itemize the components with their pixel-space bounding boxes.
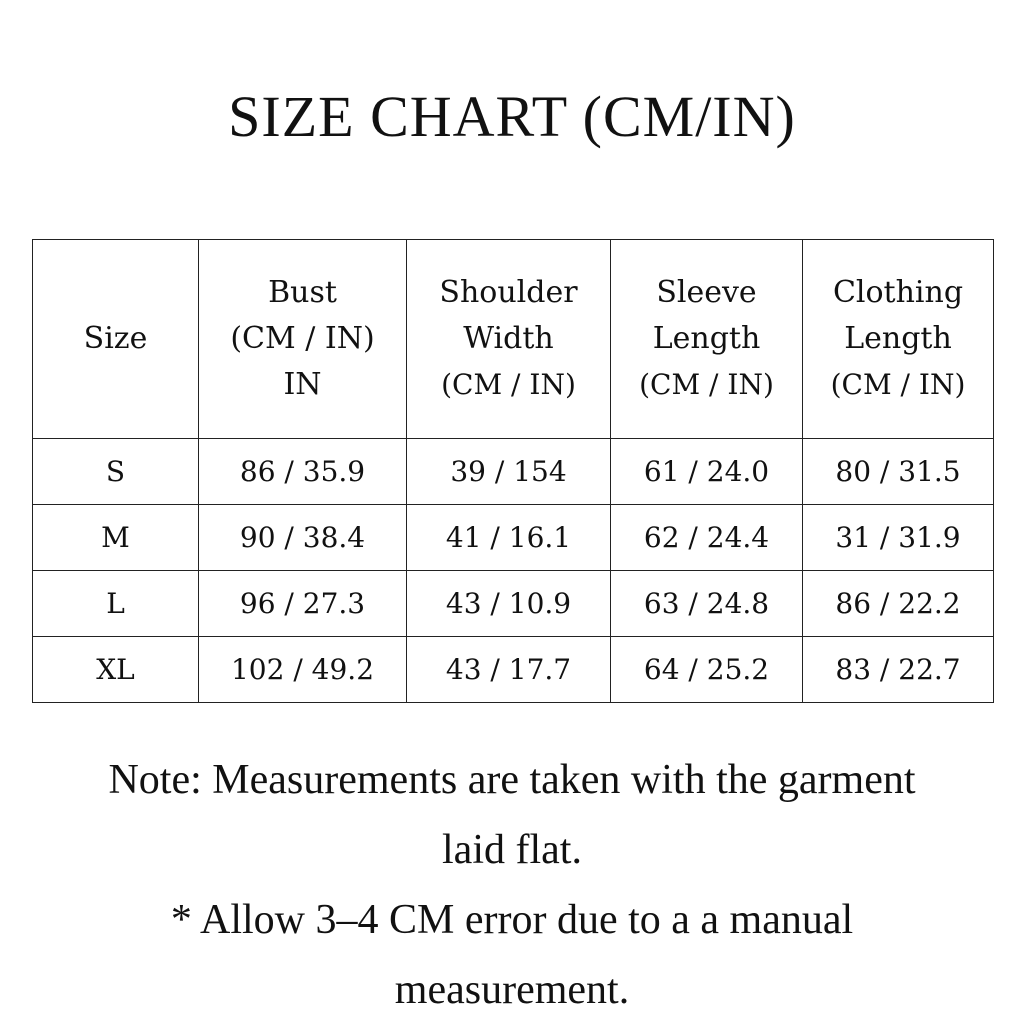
header-sleeve-length xyxy=(611,240,803,439)
shoulder-cell: 43 / 10.9 xyxy=(407,571,611,637)
bust-cell: 86 / 35.9 xyxy=(199,439,407,505)
bust-cell: 96 / 27.3 xyxy=(199,571,407,637)
header-clothing-length xyxy=(803,240,994,439)
header-clothing-line-1: Clothing xyxy=(832,275,964,310)
header-shoulder-unit: (CM / IN) xyxy=(441,368,576,401)
error-allowance-note: * Allow 3–4 CM error due to a a manual measurement. xyxy=(170,897,854,1013)
length-cell: 80 / 31.5 xyxy=(803,439,994,505)
header-shoulder-line-2: Width xyxy=(463,321,554,356)
shoulder-cell: 43 / 17.7 xyxy=(407,637,611,703)
sleeve-cell: 62 / 24.4 xyxy=(611,505,803,571)
length-cell: 86 / 22.2 xyxy=(803,571,994,637)
header-clothing-unit: (CM / IN) xyxy=(830,368,966,401)
header-row xyxy=(33,240,994,439)
table-row xyxy=(33,439,994,505)
header-size xyxy=(33,240,199,439)
length-cell: 83 / 22.7 xyxy=(803,637,994,703)
table-row xyxy=(33,505,994,571)
shoulder-cell: 39 / 154 xyxy=(407,439,611,505)
size-cell: S xyxy=(33,439,199,505)
table-row xyxy=(33,571,994,637)
header-size-label: Size xyxy=(83,321,148,356)
header-shoulder-line-1: Shoulder xyxy=(439,275,578,310)
header-bust-line-1: Bust xyxy=(268,275,337,310)
header-bust-line-2: (CM / IN) xyxy=(230,321,375,356)
bust-cell: 90 / 38.4 xyxy=(199,505,407,571)
header-bust xyxy=(199,240,407,439)
page-title: SIZE CHART (CM/IN) xyxy=(228,84,796,149)
size-cell: L xyxy=(33,571,199,637)
sleeve-cell: 61 / 24.0 xyxy=(611,439,803,505)
bust-cell: 102 / 49.2 xyxy=(199,637,407,703)
shoulder-cell: 41 / 16.1 xyxy=(407,505,611,571)
header-sleeve-line-2: Length xyxy=(652,321,761,356)
size-cell: XL xyxy=(33,637,199,703)
sleeve-cell: 63 / 24.8 xyxy=(611,571,803,637)
sleeve-cell: 64 / 25.2 xyxy=(611,637,803,703)
header-shoulder-width xyxy=(407,240,611,439)
size-chart-table xyxy=(32,239,994,703)
notes-section xyxy=(0,745,1024,1025)
table-row xyxy=(33,637,994,703)
header-clothing-line-2: Length xyxy=(844,321,952,356)
header-sleeve-unit: (CM / IN) xyxy=(639,368,774,401)
measurement-note: Note: Measurements are taken with the garment laid flat. xyxy=(108,757,916,873)
length-cell: 31 / 31.9 xyxy=(803,505,994,571)
size-cell: M xyxy=(33,505,199,571)
header-sleeve-line-1: Sleeve xyxy=(656,275,757,310)
header-bust-line-3: IN xyxy=(283,367,322,402)
